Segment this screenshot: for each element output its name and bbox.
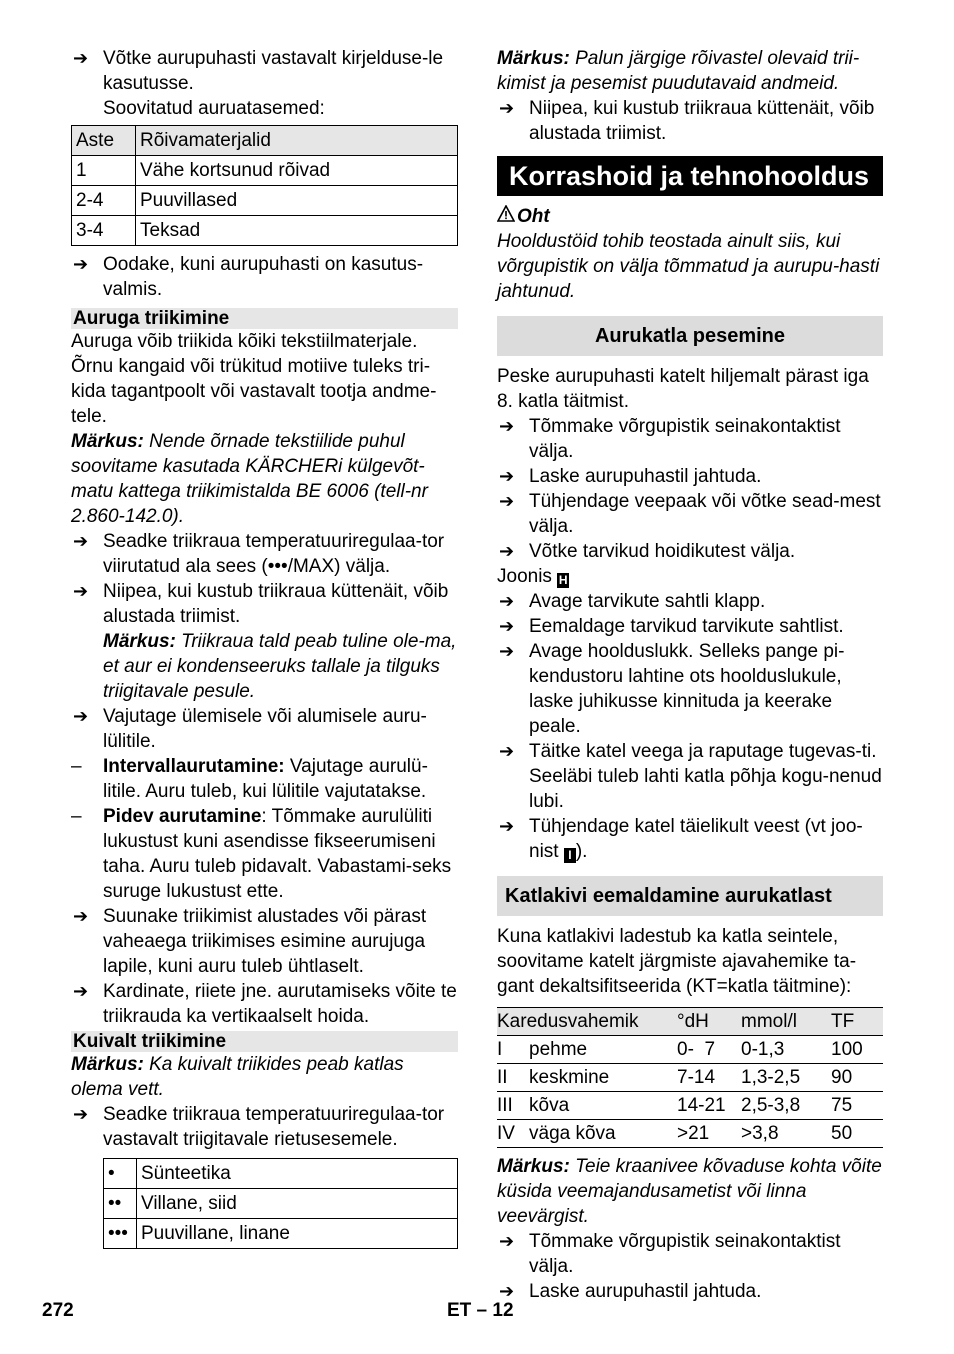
table-header: mmol/l — [741, 1008, 831, 1036]
item-label: Pidev aurutamine — [103, 806, 262, 827]
table-cell: I — [497, 1036, 529, 1064]
table-cell: keskmine — [529, 1064, 677, 1092]
table-cell: kõva — [529, 1092, 677, 1120]
table-cell: pehme — [529, 1036, 677, 1064]
note-label: Märkus: — [103, 631, 176, 652]
figure-reference — [497, 564, 883, 589]
warning-label: Oht — [517, 206, 550, 227]
table-row — [104, 1159, 458, 1189]
instruction: ➔ Võtke aurupuhasti vastavalt kirjelduse-le kasutusse. — [71, 46, 458, 96]
note — [497, 1154, 883, 1229]
table-cell: II — [497, 1064, 529, 1092]
table-cell: 3-4 — [72, 216, 136, 246]
table-cell: 1,3-2,5 — [741, 1064, 831, 1092]
figure-label: Joonis — [497, 566, 552, 587]
note-text: Palun järgige rõivastel olevaid trii-kimist ja pesemist puudutavaid andmeid. — [497, 48, 860, 94]
section-page-label: ET – 12 — [447, 1300, 514, 1321]
section-heading: Korrashoid ja tehnohooldus — [497, 156, 883, 196]
note-text: Triikraua tald peab tuline ole-ma, et aur ei kondenseeruks tallale ja tilguks triigitavale pesule. — [103, 631, 457, 702]
table-cell: 100 — [831, 1036, 883, 1064]
text: Soovitatud auruatasemed: — [103, 98, 325, 119]
table-header-row — [497, 1008, 883, 1036]
table-cell: Puuvillane, linane — [137, 1219, 458, 1249]
table-cell: Vähe kortsunud rõivad — [136, 156, 458, 186]
note-text: Ka kuivalt triikides peab katlas olema vett. — [71, 1054, 404, 1100]
table-cell: 14-21 — [677, 1092, 741, 1120]
table-cell: 75 — [831, 1092, 883, 1120]
note-label: Märkus: — [497, 1156, 570, 1177]
table-cell: III — [497, 1092, 529, 1120]
note-text: Teie kraanivee kõvaduse kohta võite küsida veemajandusametist või linna veevärgist. — [497, 1156, 882, 1227]
table-header-row — [72, 126, 458, 156]
note — [71, 629, 458, 704]
instruction: ➔ Oodake, kuni aurupuhasti on kasutus-valmis. — [71, 252, 458, 302]
text: Peske aurupuhasti katelt hiljemalt pärast iga 8. katla täitmist. — [497, 366, 869, 412]
instruction: ➔ Suunake triikimist alustades või pärast vaheaega triikimises esimine aurujuga lapile, kuni auru tuleb ühtlaselt. — [71, 904, 458, 979]
table-row — [72, 216, 458, 246]
table-row — [497, 1036, 883, 1064]
table-cell: Sünteetika — [137, 1159, 458, 1189]
page-number: 272 — [42, 1300, 74, 1321]
note — [71, 429, 458, 529]
note — [497, 46, 883, 96]
list-item — [71, 804, 458, 904]
instruction: ➔ Tõmmake võrgupistik seinakontaktist välja. — [497, 414, 883, 464]
instruction: ➔ Seadke triikraua temperatuuriregulaa-tor viirutatud ala sees (•••/MAX) välja. — [71, 529, 458, 579]
table-cell: • — [104, 1159, 137, 1189]
text: Kuna katlakivi ladestub ka katla seintele, soovitame katelt järgmiste ajavahemike ta-gant dekaltsifitseerida (KT=katla täitmine): — [497, 926, 857, 997]
instruction: ➔ Tõmmake võrgupistik seinakontaktist välja. — [497, 1229, 883, 1279]
table-header: Aste — [72, 126, 136, 156]
warning-text: Hooldustöid tohib teostada ainult siis, kui võrgupistik on välja tõmmatud ja aurupu-hasti jahtunud. — [497, 231, 880, 302]
text: Auruga võib triikida kõiki tekstiilmaterjale. Õrnu kangaid või trükitud motiive tuleks tri-kida tagantpoolt või vastavalt tootja andme-tele. — [71, 331, 437, 427]
table-cell: 0- 7 — [677, 1036, 741, 1064]
warning-triangle-icon — [497, 204, 517, 229]
instruction: ➔ Niipea, kui kustub triikraua küttenäit, võib alustada triimist. — [71, 579, 458, 629]
dry-iron-table — [103, 1158, 458, 1249]
table-cell: 2,5-3,8 — [741, 1092, 831, 1120]
figure-i-icon: I — [564, 848, 576, 863]
table-cell: >3,8 — [741, 1120, 831, 1148]
table-cell: IV — [497, 1120, 529, 1148]
section-heading: Aurukatla pesemine — [497, 316, 883, 356]
instruction: ➔ Võtke tarvikud hoidikutest välja. — [497, 539, 883, 564]
warning-title — [497, 204, 883, 229]
table-header: °dH — [677, 1008, 741, 1036]
item-label: Intervallaurutamine: — [103, 756, 285, 777]
instruction: ➔ Laske aurupuhastil jahtuda. — [497, 464, 883, 489]
table-cell: 2-4 — [72, 186, 136, 216]
right-column — [497, 46, 883, 1304]
item-text: : Tõmmake aurulüliti lukustust kuni asendisse fikseerumiseni taha. Auru tuleb pidavalt. Vabastami-seks suruge lukustust ette. — [103, 806, 452, 902]
table-cell: 7-14 — [677, 1064, 741, 1092]
note-text: Nende õrnade tekstiilide puhul soovitame kasutada KÄRCHERi külgevõt-matu kattega triikimistalda BE 6006 (tell-nr 2.860-142.0). — [71, 431, 428, 527]
table-cell: väga kõva — [529, 1120, 677, 1148]
section-subheading: Kuivalt triikimine — [71, 1031, 458, 1052]
instruction: ➔ Niipea, kui kustub triikraua küttenäit, võib alustada triimist. — [497, 96, 883, 146]
table-cell: >21 — [677, 1120, 741, 1148]
steam-level-table — [71, 125, 458, 246]
table-row — [497, 1064, 883, 1092]
table-row — [72, 186, 458, 216]
table-header: TF — [831, 1008, 883, 1036]
table-cell: ••• — [104, 1219, 137, 1249]
table-cell: 1 — [72, 156, 136, 186]
instruction — [497, 814, 883, 864]
instruction: ➔ Tühjendage veepaak või võtke sead-mest välja. — [497, 489, 883, 539]
table-cell: Teksad — [136, 216, 458, 246]
table-header: Karedusvahemik — [497, 1008, 677, 1036]
table-row — [497, 1120, 883, 1148]
hardness-table — [497, 1007, 883, 1148]
table-cell: •• — [104, 1189, 137, 1219]
note-label: Märkus: — [497, 48, 570, 69]
instruction: ➔ Vajutage ülemisele või alumisele auru-lülitile. — [71, 704, 458, 754]
table-cell: 0-1,3 — [741, 1036, 831, 1064]
instruction: ➔ Avage tarvikute sahtli klapp. — [497, 589, 883, 614]
instruction: ➔ Seadke triikraua temperatuuriregulaa-tor vastavalt triigitavale rietusesemele. — [71, 1102, 458, 1152]
instruction: ➔ Kardinate, riiete jne. aurutamiseks võite te triikrauda ka vertikaalselt hoida. — [71, 979, 458, 1029]
section-subheading: Auruga triikimine — [71, 308, 458, 329]
item-text: Vajutage aurulü-litile. Auru tuleb, kui lülitile vajutatakse. — [103, 756, 428, 802]
figure-h-icon: H — [558, 573, 568, 587]
table-row — [72, 156, 458, 186]
table-row — [497, 1092, 883, 1120]
instruction-text: ). — [575, 841, 588, 862]
table-row — [104, 1219, 458, 1249]
table-cell: 90 — [831, 1064, 883, 1092]
instruction: ➔ Täitke katel veega ja raputage tugevas-ti. Seeläbi tuleb lahti katla põhja kogu-nenud lubi. — [497, 739, 883, 814]
list-item — [71, 754, 458, 804]
instruction: ➔ Avage hoolduslukk. Selleks pange pi-kendustoru lahtine ots hoolduslukule, laske juhikusse kinnituda ja keerake peale. — [497, 639, 883, 739]
note-label: Märkus: — [71, 1054, 144, 1075]
table-cell: Villane, siid — [137, 1189, 458, 1219]
instruction-text: Tühjendage katel täielikult veest (vt joo-nist — [529, 816, 863, 862]
note — [71, 1052, 458, 1102]
note-label: Märkus: — [71, 431, 144, 452]
section-heading: Katlakivi eemaldamine aurukatlast — [497, 876, 883, 916]
left-column — [71, 46, 458, 1249]
table-cell: 50 — [831, 1120, 883, 1148]
instruction: ➔ Laske aurupuhastil jahtuda. — [497, 1279, 883, 1304]
table-header: Rõivamaterjalid — [136, 126, 458, 156]
instruction: ➔ Eemaldage tarvikud tarvikute sahtlist. — [497, 614, 883, 639]
table-row — [104, 1189, 458, 1219]
table-cell: Puuvillased — [136, 186, 458, 216]
